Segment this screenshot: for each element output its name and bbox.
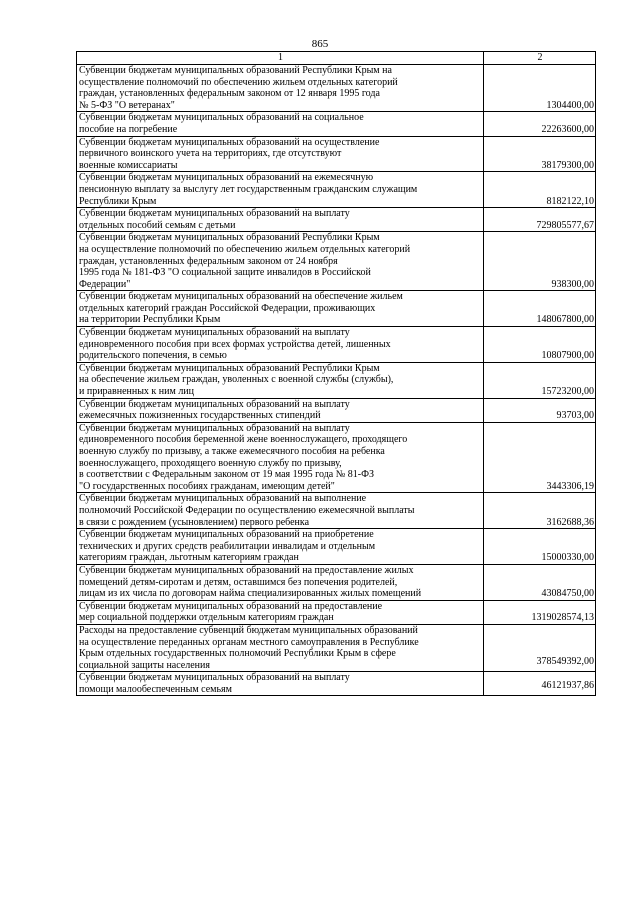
row-amount: 378549392,00 — [484, 624, 596, 671]
table-row — [77, 112, 596, 136]
row-amount: 729805577,67 — [484, 208, 596, 232]
description-line: Субвенции бюджетам муниципальных образований на выполнение — [79, 493, 367, 505]
row-amount: 8182122,10 — [484, 172, 596, 208]
description-line: Крым отдельных государственных полномочий Республики Крым в сфере — [79, 648, 396, 660]
description-line: Субвенции бюджетам муниципальных образований на осуществление — [79, 136, 380, 148]
description-line: Субвенции бюджетам муниципальных образований Республики Крым — [79, 362, 380, 374]
description-line: Расходы на предоставление субвенций бюджетам муниципальных образований — [79, 624, 418, 636]
description-line: единовременного пособия при всех формах устройства детей, лишенных — [79, 338, 391, 350]
description-line: лицам из их числа по договорам найма специализированных жилых помещений — [79, 588, 422, 600]
description-line: Субвенции бюджетам муниципальных образований Республики Крым на — [79, 65, 392, 76]
row-description — [77, 291, 484, 327]
description-line: социальной защиты населения — [79, 659, 210, 671]
row-amount: 10807900,00 — [484, 327, 596, 363]
description-line: родительского попечения, в семью — [79, 350, 227, 362]
row-description — [77, 564, 484, 600]
description-line: Субвенции бюджетам муниципальных образований на социальное — [79, 112, 364, 124]
subventions-table — [76, 51, 596, 696]
description-line: технических и других средств реабилитации инвалидам и отдельным — [79, 540, 376, 552]
description-line: Субвенции бюджетам муниципальных образований на выплату — [79, 327, 350, 339]
row-description — [77, 232, 484, 291]
description-line: Субвенции бюджетам муниципальных образований на выплату — [79, 672, 350, 684]
table-row — [77, 493, 596, 529]
row-description — [77, 172, 484, 208]
description-line: Субвенции бюджетам муниципальных образований на выплату — [79, 398, 350, 410]
table-row — [77, 362, 596, 398]
description-line: военнослужащего, проходящего военную службу по призыву, — [79, 457, 342, 469]
table-row — [77, 208, 596, 232]
description-line: полномочий Российской Федерации по осуществлению ежемесячной выплаты — [79, 504, 415, 516]
table-row — [77, 564, 596, 600]
row-description — [77, 624, 484, 671]
description-line: на обеспечение жильем граждан, уволенных с военной службы (службы), — [79, 374, 394, 386]
header-row — [77, 52, 596, 65]
description-line: помощи малообеспеченным семьям — [79, 683, 232, 695]
description-line: граждан, установленных федеральным законом от 12 января 1995 года — [79, 88, 380, 100]
description-line: Субвенции бюджетам муниципальных образований на обеспечение жильем — [79, 291, 403, 303]
description-line: военную службу по призыву, а также ежемесячного пособия на ребенка — [79, 446, 385, 457]
description-line: помещений детям-сиротам и детям, оставшимся без попечения родителей, — [79, 576, 398, 588]
description-line: на осуществление полномочий по обеспечению жильем отдельных категорий — [79, 243, 411, 255]
description-line: первичного воинского учета на территориях, где отсутствуют — [79, 148, 342, 160]
row-amount: 1319028574,13 — [484, 600, 596, 624]
description-line: в связи с рождением (усыновлением) первого ребенка — [79, 516, 310, 528]
description-line: Субвенции бюджетам муниципальных образований на ежемесячную — [79, 172, 374, 184]
row-amount: 1304400,00 — [484, 65, 596, 112]
description-line: на территории Республики Крым — [79, 314, 221, 326]
description-line: Республики Крым — [79, 195, 157, 207]
description-line: пенсионную выплату за выслугу лет государственным гражданским служащим — [79, 183, 418, 195]
table-row — [77, 172, 596, 208]
table-row — [77, 65, 596, 112]
row-amount: 93703,00 — [484, 398, 596, 422]
row-amount: 43084750,00 — [484, 564, 596, 600]
row-description — [77, 136, 484, 172]
description-line: мер социальной поддержки отдельным категориям граждан — [79, 612, 334, 624]
row-description — [77, 529, 484, 565]
row-amount: 3443306,19 — [484, 422, 596, 493]
description-line: Федерации" — [79, 278, 131, 290]
row-description — [77, 65, 484, 112]
description-line: и приравненных к ним лиц — [79, 386, 195, 398]
description-line: № 5-ФЗ "О ветеранах" — [79, 99, 175, 111]
table-row — [77, 624, 596, 671]
table-row — [77, 398, 596, 422]
row-description — [77, 327, 484, 363]
description-line: отдельных пособий семьям с детьми — [79, 219, 236, 231]
table-row — [77, 291, 596, 327]
row-description — [77, 362, 484, 398]
table-row — [77, 136, 596, 172]
column-header-1: 1 — [77, 52, 484, 65]
table-row — [77, 327, 596, 363]
description-line: "О государственных пособиях гражданам, имеющим детей" — [79, 480, 335, 492]
description-line: единовременного пособия беременной жене военнослужащего, проходящего — [79, 434, 408, 446]
row-description — [77, 112, 484, 136]
row-amount: 148067800,00 — [484, 291, 596, 327]
table-row — [77, 232, 596, 291]
description-line: Субвенции бюджетам муниципальных образований на приобретение — [79, 529, 374, 541]
row-description — [77, 208, 484, 232]
row-amount: 38179300,00 — [484, 136, 596, 172]
description-line: категориям граждан, льготным категориям граждан — [79, 552, 299, 564]
page-number: 865 — [311, 38, 329, 50]
row-description — [77, 672, 484, 696]
row-description — [77, 422, 484, 493]
table-row — [77, 529, 596, 565]
description-line: Субвенции бюджетам муниципальных образований на предоставление жилых — [79, 564, 414, 576]
description-line: пособие на погребение — [79, 123, 178, 135]
description-line: Субвенции бюджетам муниципальных образований Республики Крым — [79, 232, 380, 244]
description-line: военные комиссариаты — [79, 159, 178, 171]
row-description — [77, 398, 484, 422]
subventions-table-body — [77, 52, 596, 696]
description-line: осуществление полномочий по обеспечению жильем отдельных категорий — [79, 76, 398, 88]
description-line: Субвенции бюджетам муниципальных образований на выплату — [79, 208, 350, 220]
row-amount: 22263600,00 — [484, 112, 596, 136]
row-description — [77, 493, 484, 529]
description-line: ежемесячных пожизненных государственных стипендий — [79, 410, 321, 422]
row-amount: 938300,00 — [484, 232, 596, 291]
column-header-2: 2 — [484, 52, 596, 65]
description-line: граждан, установленных федеральным законом от 24 ноября — [79, 255, 338, 267]
description-line: отдельных категорий граждан Российской Федерации, проживающих — [79, 302, 376, 314]
description-line: Субвенции бюджетам муниципальных образований на выплату — [79, 422, 350, 434]
row-amount: 46121937,86 — [484, 672, 596, 696]
description-line: 1995 года № 181-ФЗ "О социальной защите инвалидов в Российской — [79, 267, 371, 279]
row-amount: 3162688,36 — [484, 493, 596, 529]
row-description — [77, 600, 484, 624]
row-amount: 15000330,00 — [484, 529, 596, 565]
table-row — [77, 422, 596, 493]
description-line: Субвенции бюджетам муниципальных образований на предоставление — [79, 600, 383, 612]
row-amount: 15723200,00 — [484, 362, 596, 398]
description-line: на осуществление переданных органам местного самоуправления в Республике — [79, 636, 419, 648]
table-row — [77, 672, 596, 696]
description-line: в соответствии с Федеральным законом от 19 мая 1995 года № 81-ФЗ — [79, 469, 375, 481]
table-row — [77, 600, 596, 624]
